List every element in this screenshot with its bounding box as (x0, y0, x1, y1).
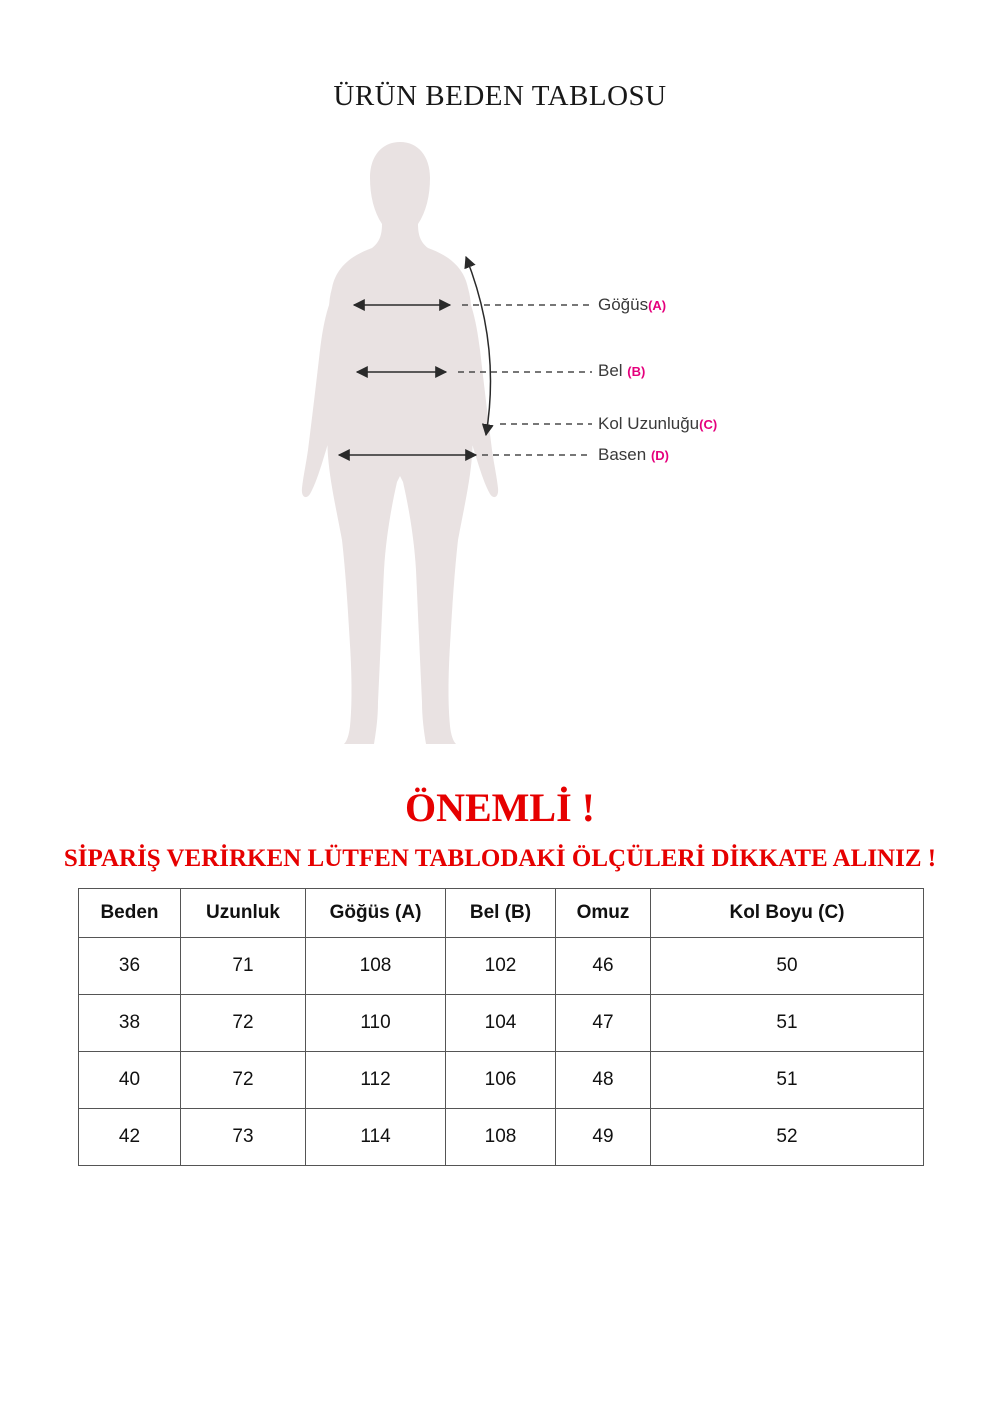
silhouette-body (327, 142, 472, 744)
table-cell: 108 (446, 1109, 556, 1166)
page-title: ÜRÜN BEDEN TABLOSU (333, 80, 667, 112)
label-arm-length (598, 414, 717, 435)
label-chest-letter: (A) (648, 298, 667, 313)
label-arm-length-letter: (C) (699, 417, 718, 432)
label-waist-text: Bel (598, 361, 628, 380)
table-cell: 104 (446, 995, 556, 1052)
table-cell: 72 (181, 1052, 306, 1109)
table-header-row (79, 889, 924, 938)
table-cell: 42 (79, 1109, 181, 1166)
table-row (79, 1052, 924, 1109)
table-cell: 73 (181, 1109, 306, 1166)
label-chest (598, 295, 666, 316)
table-cell: 72 (181, 995, 306, 1052)
table-cell: 50 (651, 938, 924, 995)
table-cell: 114 (306, 1109, 446, 1166)
label-chest-text: Göğüs (598, 295, 649, 314)
label-waist-letter: (B) (627, 364, 646, 379)
label-hip-text: Basen (598, 445, 651, 464)
table-cell: 52 (651, 1109, 924, 1166)
column-header-beden: Beden (79, 889, 181, 938)
table-cell: 47 (556, 995, 651, 1052)
label-waist (598, 361, 645, 382)
label-hip (598, 445, 669, 466)
column-header-bel: Bel (B) (446, 889, 556, 938)
table-cell: 51 (651, 1052, 924, 1109)
table-cell: 112 (306, 1052, 446, 1109)
table-cell: 40 (79, 1052, 181, 1109)
table-cell: 38 (79, 995, 181, 1052)
female-silhouette (302, 142, 498, 744)
important-heading: ÖNEMLİ ! (405, 785, 595, 830)
table-cell: 106 (446, 1052, 556, 1109)
table-row (79, 938, 924, 995)
table-cell: 51 (651, 995, 924, 1052)
column-header-omuz: Omuz (556, 889, 651, 938)
table-row (79, 995, 924, 1052)
body-measurement-diagram (280, 135, 750, 750)
table-cell: 102 (446, 938, 556, 995)
table-cell: 49 (556, 1109, 651, 1166)
size-table (78, 888, 924, 1166)
table-cell: 110 (306, 995, 446, 1052)
warning-text: SİPARİŞ VERİRKEN LÜTFEN TABLODAKİ ÖLÇÜLERİ DİKKATE ALINIZ ! (63, 845, 937, 872)
table-cell: 48 (556, 1052, 651, 1109)
column-header-gogus: Göğüs (A) (306, 889, 446, 938)
label-hip-letter: (D) (650, 448, 669, 463)
column-header-uzunluk: Uzunluk (181, 889, 306, 938)
table-cell: 71 (181, 938, 306, 995)
table-cell: 108 (306, 938, 446, 995)
table-row (79, 1109, 924, 1166)
table-cell: 46 (556, 938, 651, 995)
table-cell: 36 (79, 938, 181, 995)
column-header-kol-boyu: Kol Boyu (C) (651, 889, 924, 938)
label-arm-length-text: Kol Uzunluğu (598, 414, 700, 433)
